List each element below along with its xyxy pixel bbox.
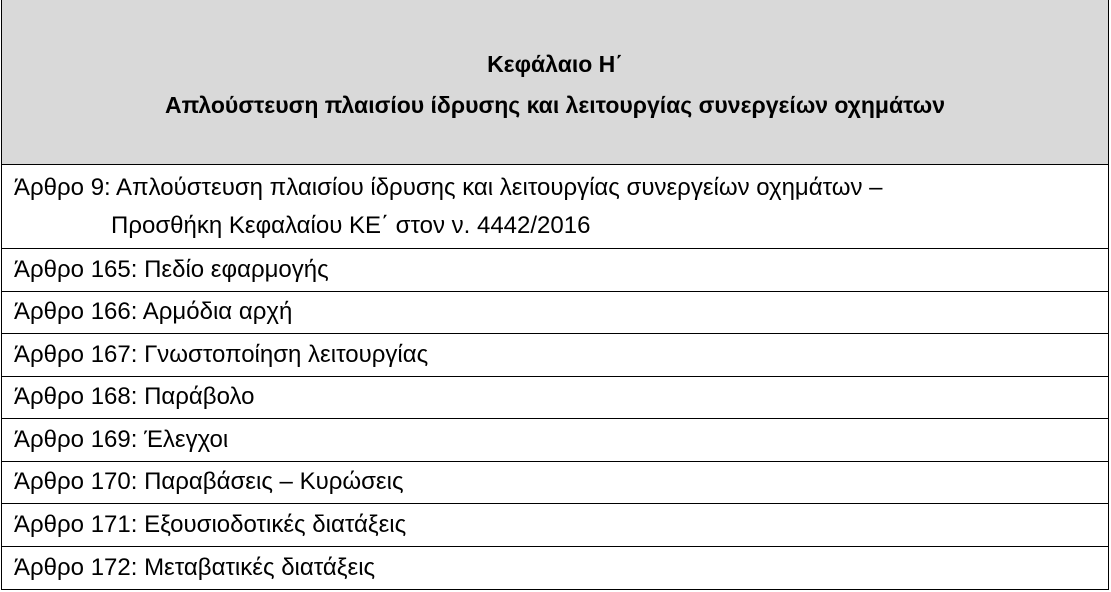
article-entry: Άρθρο 170: Παραβάσεις – Κυρώσεις: [14, 468, 404, 496]
table-row: [2, 249, 1108, 292]
table-row: [2, 165, 1108, 249]
table-row: [2, 462, 1108, 505]
article-entry: Άρθρο 165: Πεδίο εφαρμογής: [14, 255, 329, 283]
article-entry-continuation: Προσθήκη Κεφαλαίου ΚΕ΄ στον ν. 4442/2016: [111, 211, 591, 239]
table-row: [2, 334, 1108, 377]
table-row: [2, 377, 1108, 420]
article-entry: Άρθρο 171: Εξουσιοδοτικές διατάξεις: [14, 510, 407, 538]
article-entry: Άρθρο 172: Μεταβατικές διατάξεις: [14, 553, 376, 581]
article-entry: Άρθρο 9: Απλούστευση πλαισίου ίδρυσης και λειτουργίας συνεργείων οχημάτων –: [14, 173, 883, 201]
chapter-subtitle: Απλούστευση πλαισίου ίδρυσης και λειτουργίας συνεργείων οχημάτων: [165, 92, 945, 118]
contents-table: [1, 0, 1109, 590]
chapter-header: [2, 0, 1108, 165]
article-entry: Άρθρο 168: Παράβολο: [14, 383, 255, 411]
table-row: [2, 504, 1108, 547]
article-entry: Άρθρο 169: Έλεγχοι: [14, 425, 229, 453]
table-row: [2, 547, 1108, 590]
table-row: [2, 292, 1108, 335]
article-entry: Άρθρο 167: Γνωστοποίηση λειτουργίας: [14, 340, 429, 368]
chapter-title: Κεφάλαιο Η΄: [487, 51, 623, 77]
article-entry: Άρθρο 166: Αρμόδια αρχή: [14, 298, 293, 326]
table-row: [2, 419, 1108, 462]
